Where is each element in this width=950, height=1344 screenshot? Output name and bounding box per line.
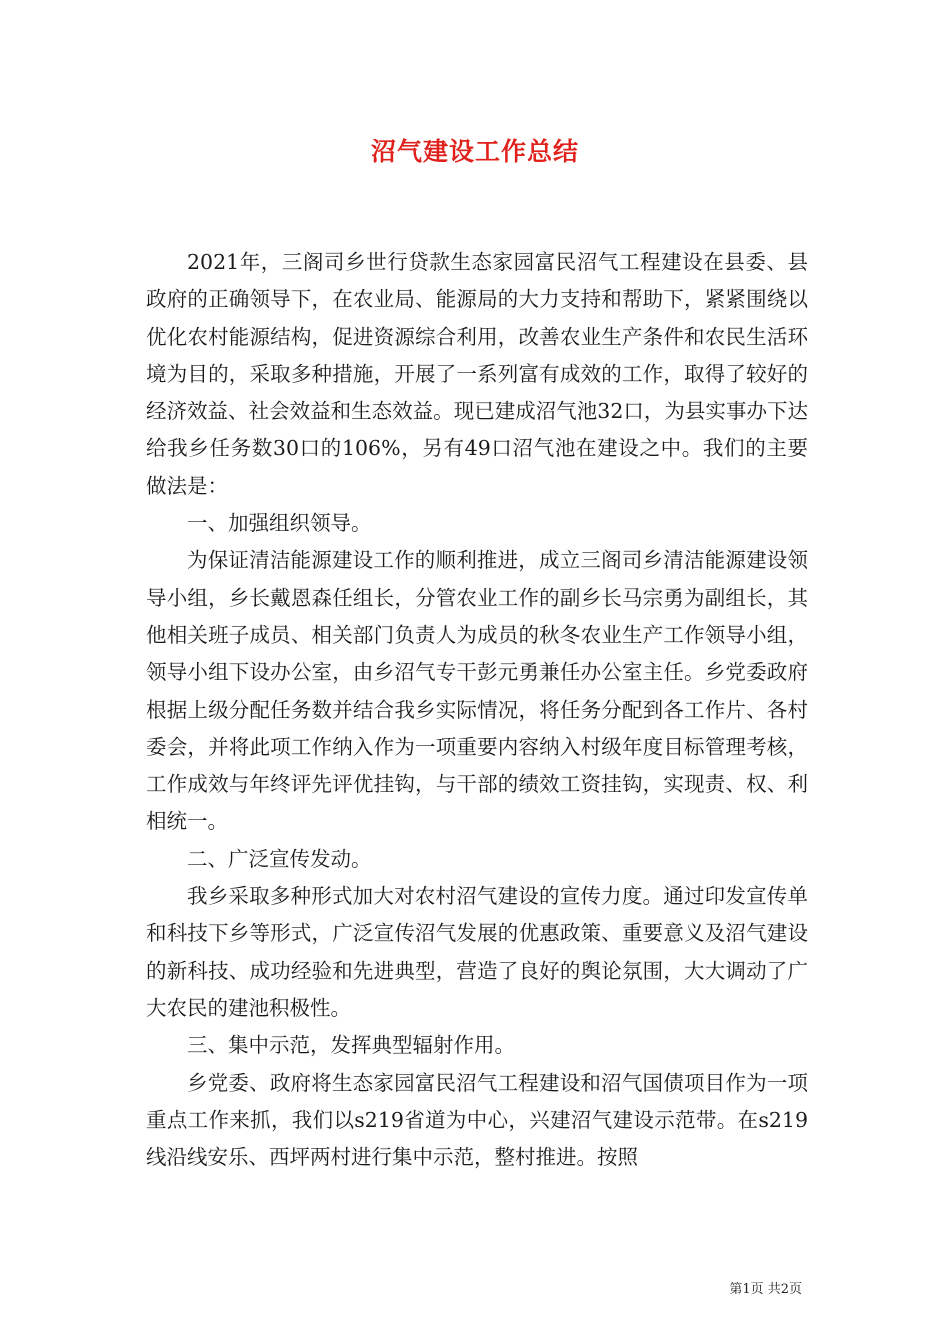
document-body <box>146 244 808 1176</box>
section-heading-2: 二、广泛宣传发动。 <box>187 846 372 871</box>
paragraph-section-2: 我乡采取多种形式加大对农村沼气建设的宣传力度。通过印发宣传单和科技下乡等形式，广泛宣传沼气发展的优惠政策、重要意义及沼气建设的新科技、成功经验和先进典型，营造了良好的舆论氛围，大大调动了广大农民的建池积极性。 <box>146 884 808 1020</box>
paragraph-section-3: 乡党委、政府将生态家园富民沼气工程建设和沼气国债项目作为一项重点工作来抓，我们以s219省道为中心，兴建沼气建设示范带。在s219线沿线安乐、西坪两村进行集中示范，整村推进。按照 <box>146 1070 808 1170</box>
document-title: 沼气建设工作总结 <box>370 137 579 166</box>
section-heading-3: 三、集中示范，发挥典型辐射作用。 <box>187 1033 515 1058</box>
paragraph-section-1: 为保证清洁能源建设工作的顺利推进，成立三阁司乡清洁能源建设领导小组，乡长戴恩森任组长，分管农业工作的副乡长马宗勇为副组长，其他相关班子成员、相关部门负责人为成员的秋冬农业生产工作领导小组，领导小组下设办公室，由乡沼气专干彭元勇兼任办公室主任。乡党委政府根据上级分配任务数并结合我乡实际情况，将任务分配到各工作片、各村委会，并将此项工作纳入作为一项重要内容纳入村级年度目标管理考核，工作成效与年终评先评优挂钩，与干部的绩效工资挂钩，实现责、权、利相统一。 <box>146 548 808 834</box>
page-number-footer: 第1页 共2页 <box>729 1282 802 1297</box>
paragraph-intro: 2021年，三阁司乡世行贷款生态家园富民沼气工程建设在县委、县政府的正确领导下，在农业局、能源局的大力支持和帮助下，紧紧围绕以优化农村能源结构，促进资源综合利用，改善农业生产条件和农民生活环境为目的，采取多种措施，开展了一系列富有成效的工作，取得了较好的经济效益、社会效益和生态效益。现已建成沼气池32口，为县实事办下达给我乡任务数30口的106%，另有49口沼气池在建设之中。我们的主要做法是： <box>146 250 808 498</box>
section-heading-1: 一、加强组织领导。 <box>187 511 372 536</box>
